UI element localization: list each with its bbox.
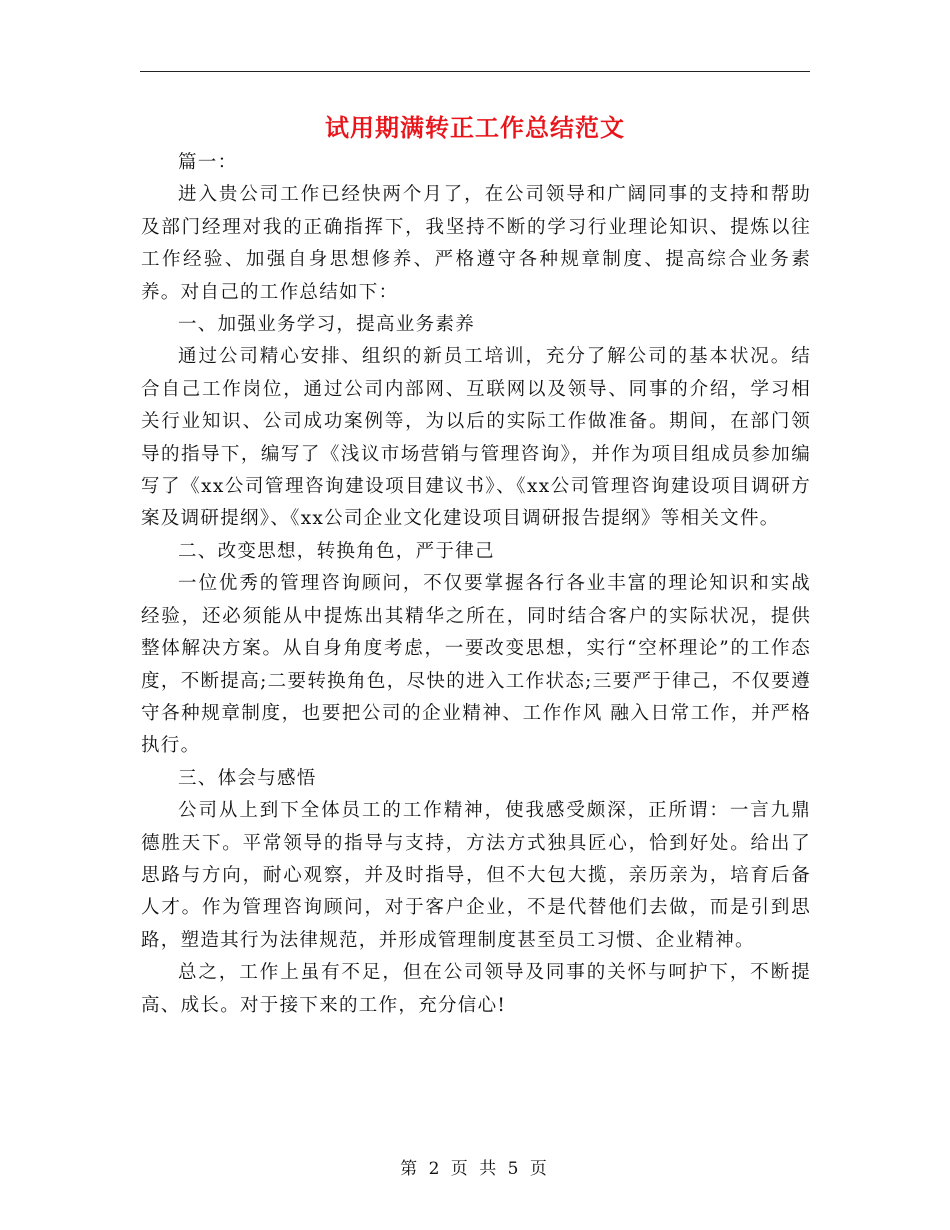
header-rule [140,71,810,72]
document-title: 试用期满转正工作总结范文 [325,114,625,142]
page-number: 第 2 页 共 5 页 [400,1159,550,1179]
intro-paragraph: 进入贵公司工作已经快两个月了，在公司领导和广阔同事的支持和帮助及部门经理对我的正确指挥下，我坚持不断的学习行业理论知识、提炼以往工作经验、加强自身思想修养、严格遵守各种规章制度、提高综合业务素养。对自己的工作总结如下： [141,184,811,303]
paragraph-2: 一位优秀的管理咨询顾问，不仅要掌握各行各业丰富的理论知识和实战经验，还必须能从中提炼出其精华之所在，同时结合客户的实际状况，提供整体解决方案。从自身角度考虑，一要改变思想，实行“空杯理论”的工作态度，不断提高;二要转换角色，尽快的进入工作状态;三要严于律己，不仅要遵守各种规章制度，也要把公司的企业精神、工作作风 融入日常工作，并严格执行。 [141,573,811,757]
heading-2: 二、改变思想，转换角色，严于律己 [178,540,495,562]
paragraph-1: 通过公司精心安排、组织的新员工培训，充分了解公司的基本状况。结合自己工作岗位，通过公司内部网、互联网以及领导、同事的介绍，学习相关行业知识、公司成功案例等，为以后的实际工作做准备。期间，在部门领导的指导下，编写了《浅议市场营销与管理咨询》，并作为项目组成员参加编写了《xx公司管理咨询建设项目建议书》、《xx公司管理咨询建设项目调研方案及调研提纲》、《xx公司企业文化建设项目调研报告提纲》等相关文件。 [141,346,811,530]
paragraph-3: 公司从上到下全体员工的工作精神，使我感受颇深，正所谓：一言九鼎德胜天下。平常领导的指导与支持，方法方式独具匠心，恰到好处。给出了思路与方向，耐心观察，并及时指导，但不大包大揽，亲历亲为，培育后备人才。作为管理咨询顾问，对于客户企业，不是代替他们去做，而是引到思路，塑造其行为法律规范，并形成管理制度甚至员工习惯、企业精神。 [141,800,811,951]
section-label: 篇一： [178,152,238,173]
conclusion-paragraph: 总之，工作上虽有不足，但在公司领导及同事的关怀与呵护下，不断提高、成长。对于接下来的工作，充分信心! [141,962,811,1016]
heading-1: 一、加强业务学习，提高业务素养 [178,314,476,336]
heading-3: 三、体会与感悟 [178,767,317,789]
document-body [141,147,811,1022]
